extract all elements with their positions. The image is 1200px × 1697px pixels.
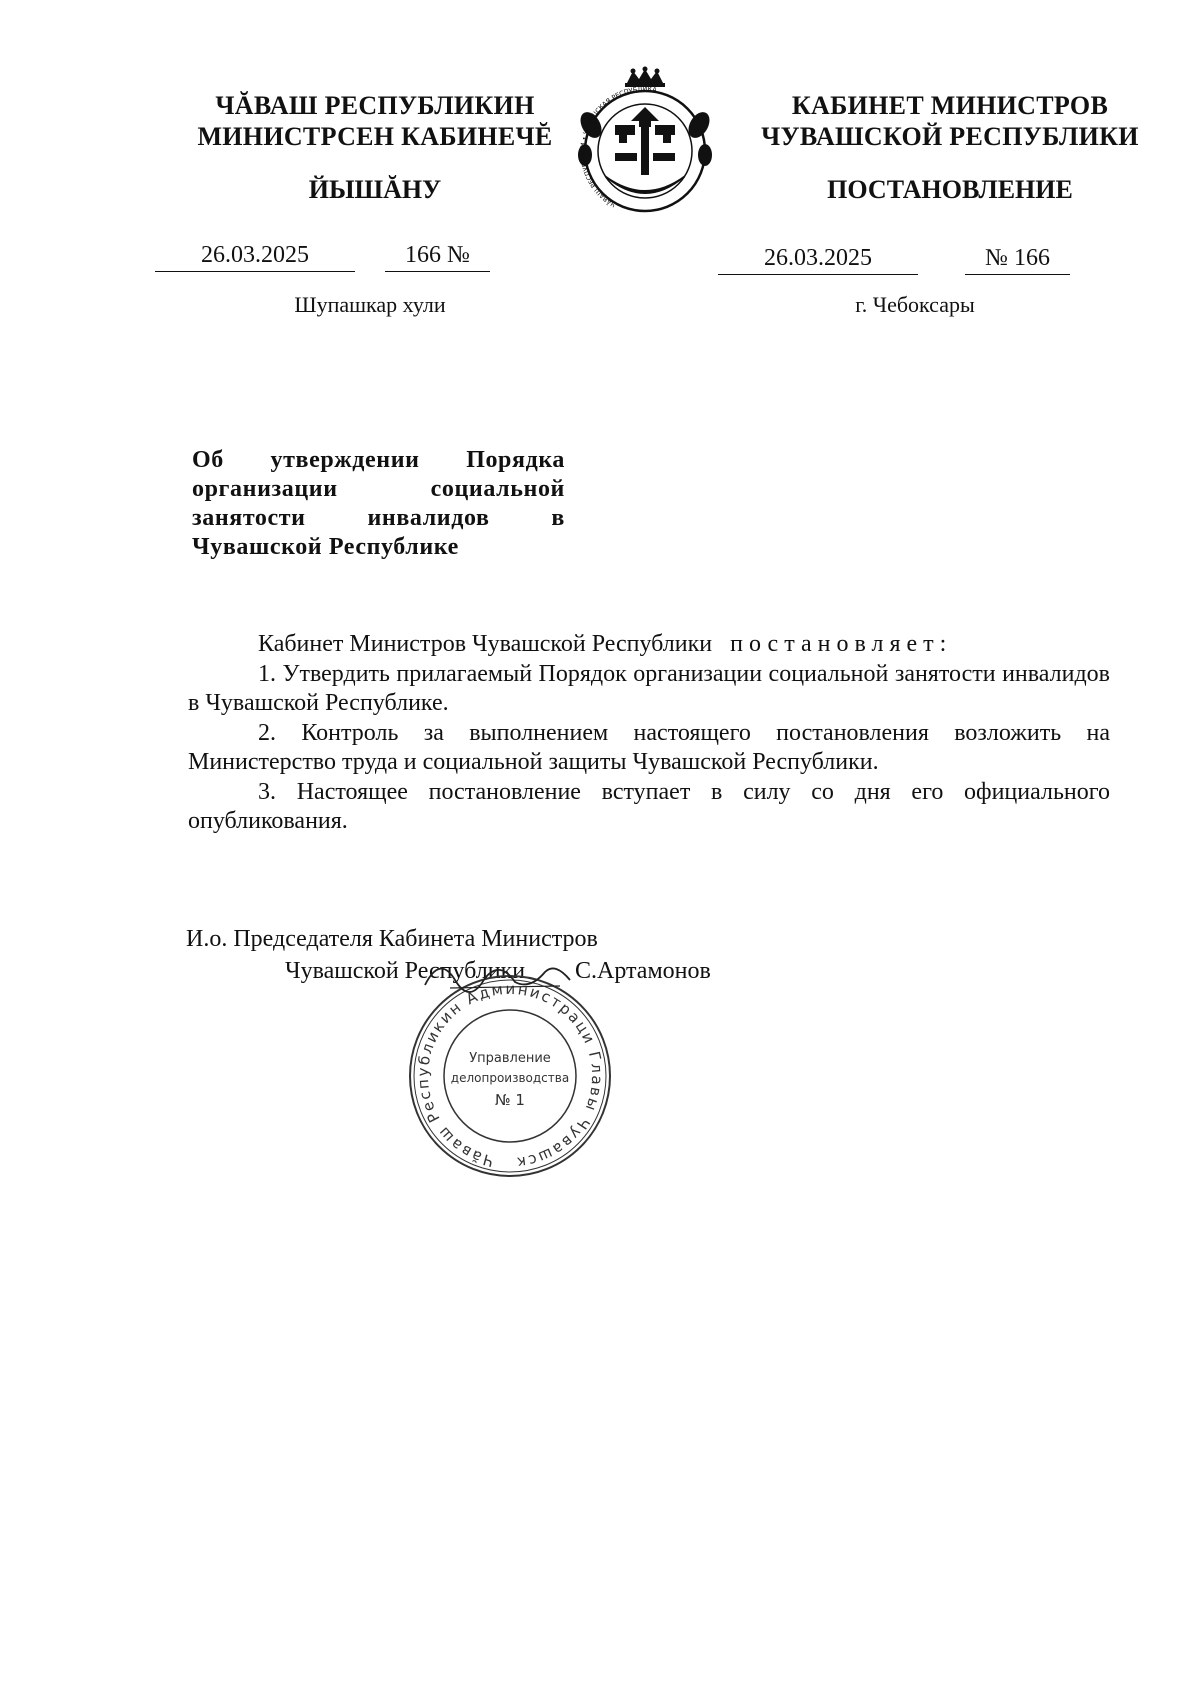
- body-intro: [188, 630, 1110, 660]
- header-left-line1: ЧĂВАШ РЕСПУБЛИКИН: [215, 91, 535, 120]
- coat-of-arms-emblem: [575, 65, 715, 215]
- stamp-outer-text: Чăваш Республикин Администраци Главы Чувашск: [413, 979, 607, 1172]
- stamp-center-line2: делопроизводства: [450, 1071, 570, 1085]
- place-left: Шупашкар хули: [294, 292, 446, 317]
- signature-title-line1: И.о. Председателя Кабинета Министров: [186, 926, 598, 952]
- intro-verb: постановляет:: [730, 631, 953, 657]
- date-left: 26.03.2025: [155, 242, 355, 272]
- body-item-3: 3. Настоящее постановление вступает в силу со дня его официального опубликования.: [188, 778, 1110, 834]
- number-right: № 166: [965, 245, 1070, 275]
- signature-title-line2: Чувашской Республики: [285, 958, 526, 984]
- handwritten-signature: [420, 950, 580, 1000]
- stamp-center-line3: № 1: [495, 1091, 525, 1109]
- stamp-center-line1: Управление: [469, 1051, 551, 1066]
- date-right: 26.03.2025: [718, 245, 918, 275]
- header-right-line2: ЧУВАШСКОЙ РЕСПУБЛИКИ: [761, 122, 1139, 151]
- doc-type-left: ЙЫШĂНУ: [308, 175, 442, 204]
- body-item-2: 2. Контроль за выполнением настоящего постановления возложить на Министерство труда и социальной защиты Чувашской Республики.: [188, 719, 1110, 775]
- document-subject: Об утверждении Порядка организации социальной занятости инвалидов в Чувашской Республике: [192, 447, 565, 560]
- header-left-line2: МИНИСТРСЕН КАБИНЕЧĔ: [197, 122, 553, 151]
- header-left: [155, 90, 595, 152]
- place-right: г. Чебоксары: [855, 292, 975, 317]
- number-left: 166 №: [385, 242, 490, 272]
- header-right-line1: КАБИНЕТ МИНИСТРОВ: [791, 91, 1109, 120]
- doc-type-right: ПОСТАНОВЛЕНИЕ: [827, 175, 1073, 204]
- body-item-1: 1. Утвердить прилагаемый Порядок организации социальной занятости инвалидов в Чувашской Республике.: [188, 660, 1110, 716]
- document-body: [188, 630, 1110, 837]
- crown-icon: [625, 67, 665, 88]
- intro-text: Кабинет Министров Чувашской Республики: [258, 631, 713, 657]
- signature-name: С.Артамонов: [575, 958, 711, 984]
- header-right: [730, 90, 1170, 152]
- emblem-ring-text: ЧĂВАШ РЕСПУБЛИКИ • ЧУВАШСКАЯ РЕСПУБЛИКА: [579, 84, 658, 209]
